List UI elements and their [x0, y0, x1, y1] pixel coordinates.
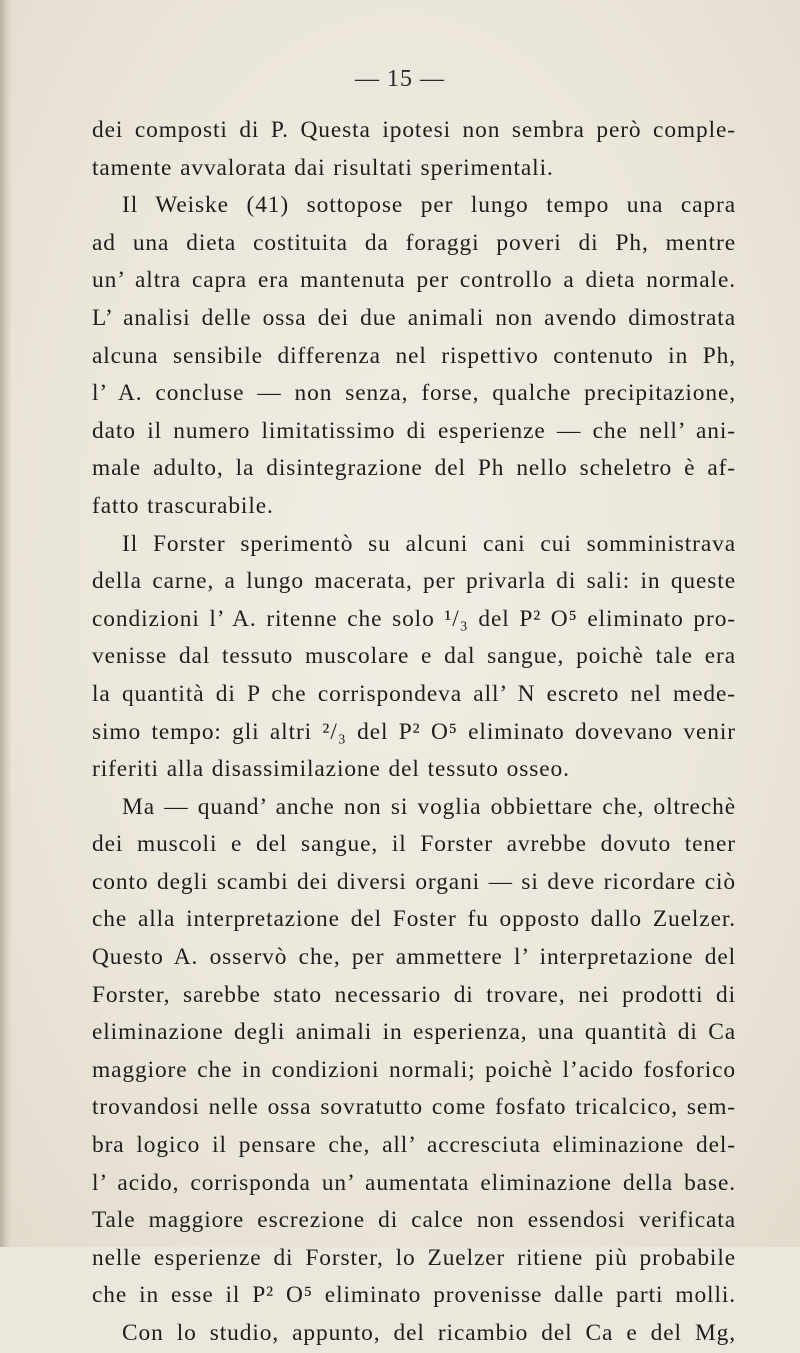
- body-text: [92, 112, 736, 1353]
- text-line: l’ A. concluse — non senza, forse, qualche precipitazione,: [92, 380, 736, 407]
- text-line: Forster, sarebbe stato necessario di trovare, nei prodotti di: [92, 981, 736, 1008]
- text-line: trovandosi nelle ossa sovratutto come fosfato tricalcico, sem-: [92, 1094, 736, 1121]
- text-line: eliminazione degli animali in esperienza, una quantità di Ca: [92, 1019, 736, 1046]
- text-line: bra logico il pensare che, all’ accresciuta eliminazione del-: [92, 1132, 736, 1159]
- text-line: fatto trascurabile.: [92, 492, 274, 519]
- text-line: che in esse il P² O⁵ eliminato provenisse dalle parti molli.: [92, 1282, 736, 1309]
- text-line: Questo A. osservò che, per ammettere l’ interpretazione del: [92, 944, 736, 971]
- text-line: Tale maggiore escrezione di calce non essendosi verificata: [92, 1207, 736, 1234]
- text-line: che alla interpretazione del Foster fu opposto dallo Zuelzer.: [92, 906, 736, 933]
- text-line: dei composti di P. Questa ipotesi non sembra però comple-: [92, 117, 736, 143]
- text-line: dei muscoli e del sangue, il Forster avrebbe dovuto tener: [92, 831, 736, 858]
- text-line: L’ analisi delle ossa dei due animali non avendo dimostrata: [92, 304, 736, 331]
- text-line: Il Forster sperimentò su alcuni cani cui somministrava: [122, 530, 736, 557]
- text-line: alcuna sensibile differenza nel rispettivo contenuto in Ph,: [92, 342, 736, 369]
- text-line: venisse dal tessuto muscolare e dal sangue, poichè tale era: [92, 643, 736, 670]
- text-line: Il Weiske (41) sottopose per lungo tempo una capra: [122, 192, 736, 219]
- page-number: — 15 —: [355, 66, 445, 92]
- text-line: nelle esperienze di Forster, lo Zuelzer ritiene più probabile: [92, 1244, 736, 1271]
- text-line: Ma — quand’ anche non si voglia obbiettare che, oltrechè: [122, 793, 736, 820]
- text-line: conto degli scambi dei diversi organi — si deve ricordare ciò: [92, 868, 736, 895]
- text-line: riferiti alla disassimilazione del tessuto osseo.: [92, 756, 570, 783]
- text-line: tamente avvalorata dai risultati sperimentali.: [92, 154, 554, 181]
- text-line: ad una dieta costituita da foraggi poveri di Ph, mentre: [92, 229, 736, 256]
- text-line: male adulto, la disintegrazione del Ph nello scheletro è af-: [92, 455, 736, 482]
- text-line: l’ acido, corrisponda un’ aumentata eliminazione della base.: [92, 1169, 736, 1196]
- text-line: della carne, a lungo macerata, per privarla di sali: in queste: [92, 568, 736, 595]
- text-line: simo tempo: gli altri ²/₃ del P² O⁵ eliminato dovevano venir: [92, 718, 736, 745]
- text-line: condizioni l’ A. ritenne che solo ¹/₃ del P² O⁵ eliminato pro-: [92, 605, 736, 632]
- text-line: un’ altra capra era mantenuta per controllo a dieta normale.: [92, 267, 736, 294]
- binding-shadow: [0, 0, 12, 1247]
- text-line: maggiore che in condizioni normali; poichè l’acido fosforico: [92, 1056, 736, 1083]
- text-line: Con lo studio, appunto, del ricambio del Ca e del Mg,: [122, 1320, 736, 1346]
- text-line: dato il numero limitatissimo di esperienze — che nell’ ani-: [92, 417, 736, 444]
- text-line: la quantità di P che corrispondeva all’ N escreto nel mede-: [92, 680, 736, 707]
